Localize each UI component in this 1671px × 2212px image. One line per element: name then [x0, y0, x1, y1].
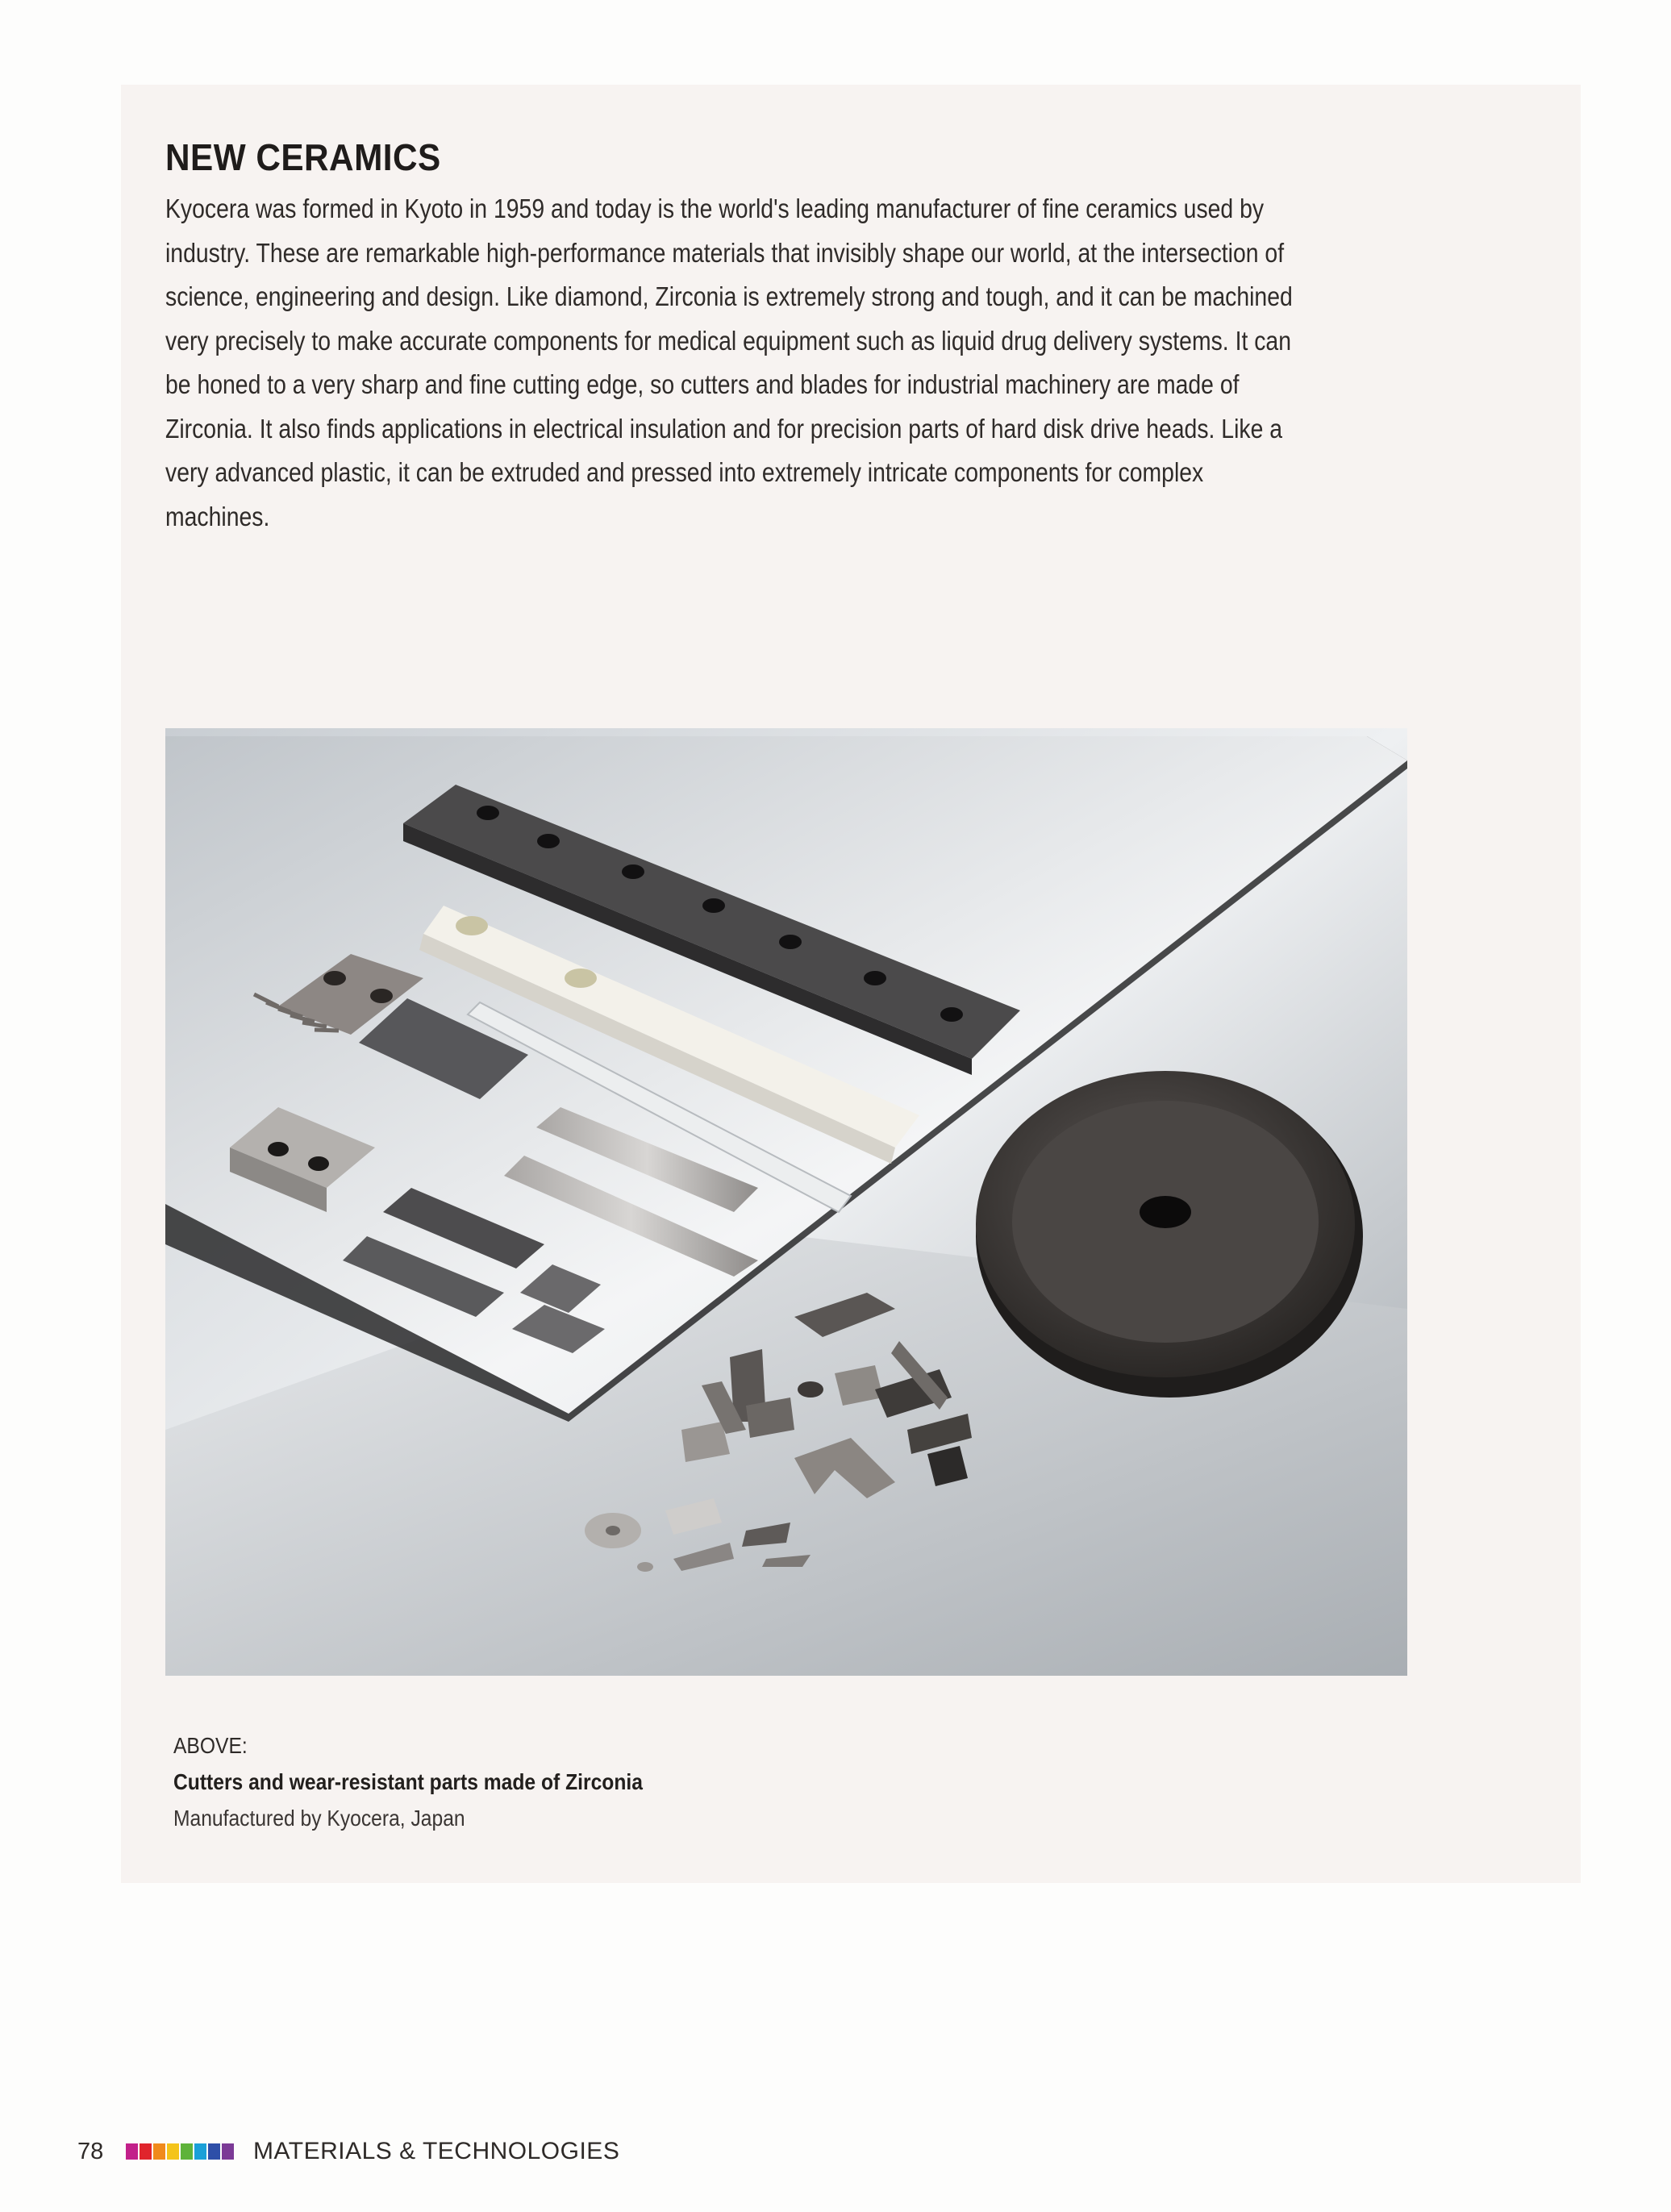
caption-title: Cutters and wear-resistant parts made of Zirconia	[173, 1769, 643, 1794]
color-swatch	[167, 2143, 179, 2160]
product-photo	[165, 728, 1407, 1676]
page-number: 78	[77, 2138, 104, 2164]
caption-label: ABOVE:	[173, 1733, 248, 1758]
color-swatch	[153, 2143, 165, 2160]
color-swatch	[181, 2143, 193, 2160]
caption-credit: Manufactured by Kyocera, Japan	[173, 1806, 465, 1831]
color-strip-icon	[126, 2143, 235, 2160]
color-swatch	[222, 2143, 234, 2160]
color-swatch	[194, 2143, 206, 2160]
article-heading: NEW CERAMICS	[165, 136, 441, 178]
section-label: MATERIALS & TECHNOLOGIES	[253, 2138, 620, 2164]
color-swatch	[140, 2143, 152, 2160]
color-swatch	[126, 2143, 138, 2160]
page-footer	[77, 2137, 619, 2166]
article-body: Kyocera was formed in Kyoto in 1959 and today is the world's leading manufacturer of fine ceramics used by industry. These are remarkable high-performance materials that invisibly shape our world, at the intersection of science, engineering and design. Like diamond, Zirconia is extremely strong and tough, and it can be machined very precisely to make accurate components for medical equipment such as liquid drug delivery systems. It can be honed to a very sharp and fine cutting edge, so cutters and blades for industrial machinery are made of Zirconia. It also finds applications in electrical insulation and for precision parts of hard disk drive heads. Like a very advanced plastic, it can be extruded and pressed into extremely intricate components for complex machines.	[165, 194, 1293, 531]
color-swatch	[208, 2143, 220, 2160]
photo-caption	[173, 1727, 812, 1836]
